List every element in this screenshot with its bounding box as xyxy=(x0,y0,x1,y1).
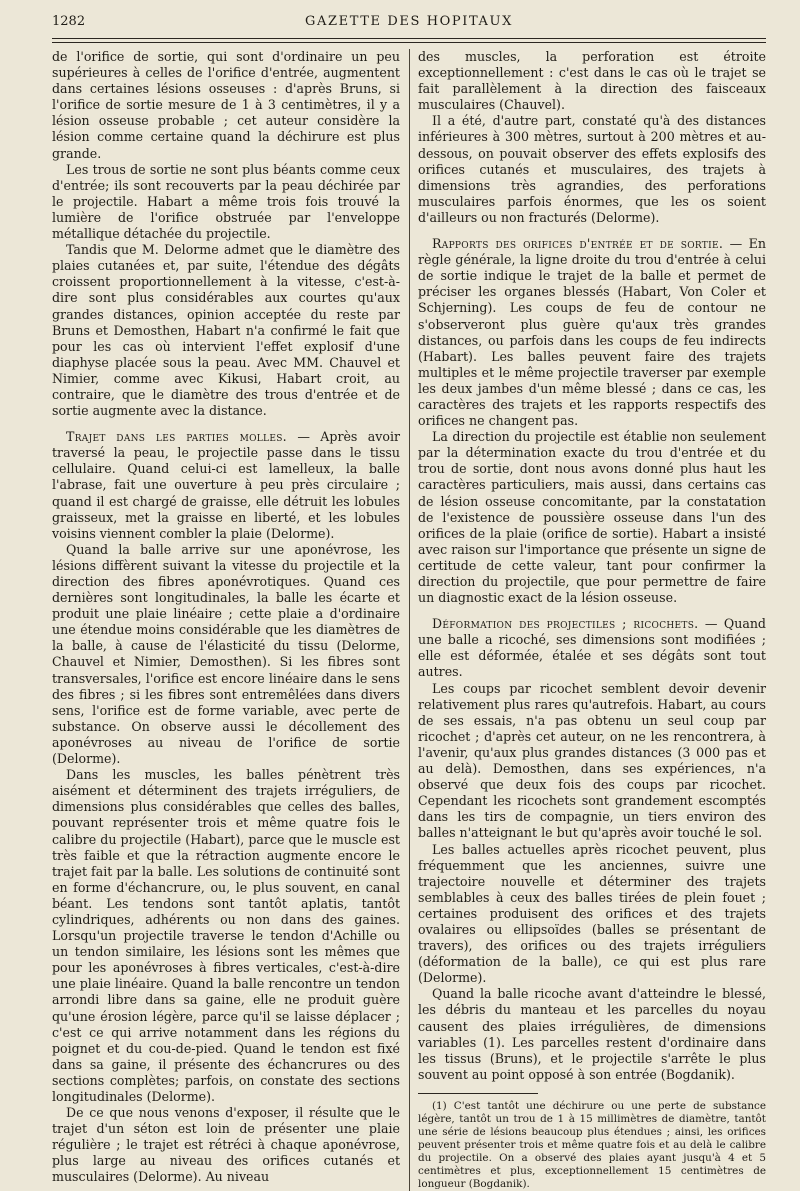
paragraph: Dans les muscles, les balles pénètrent très aisément et déterminent des trajets irréguliers, de dimensions plus considérables que celles des balles, pouvant représenter trois et même quatre fois le calibre du projectile (Habart), parce que le muscle est très faible et que la rétraction augmente encore le trajet fait par la balle. Les solutions de continuité sont en forme d'échancrure, ou, le plus souvent, en canal béant. Les tendons sont tantôt aplatis, tantôt cylindriques, adhérents ou non dans des gaines. Lorsqu'un projectile traverse le tendon d'Achille ou un tendon similaire, les lésions sont les mêmes que pour les aponévroses à fibres verticales, c'est-à-dire une plaie linéaire. Quand la balle rencontre un tendon arrondi libre dans sa gaine, elle ne produit guère qu'une érosion légère, parce qu'il se laisse déplacer ; c'est ce qui arrive notamment dans les régions du poignet et du cou-de-pied. Quand le tendon est fixé dans sa gaine, il présente des échancrures ou des sections complètes; parfois, on constate des sections longitudinales (Delorme). xyxy=(52,767,400,1104)
section-paragraph xyxy=(52,429,400,542)
section-heading: Déformation des projectiles ; ricochets. xyxy=(432,616,699,632)
running-title: GAZETTE DES HOPITAUX xyxy=(305,14,513,29)
paragraph: Quand la balle arrive sur une aponévrose, les lésions diffèrent suivant la vitesse du projectile et la direction des fibres aponévrotiques. Quand ces dernières sont longitudinales, la balle les écarte et produit une plaie linéaire ; cette plaie a d'ordinaire une étendue moins considérable que les diamètres de la balle, à cause de l'élasticité du tissu (Delorme, Chauvel et Nimier, Demosthen). Si les fibres sont transversales, l'orifice est encore linéaire dans le sens des fibres ; si les fibres sont entremêlées dans divers sens, l'orifice est de forme variable, avec perte de substance. On observe aussi le décollement des aponévroses au niveau de l'orifice de sortie (Delorme). xyxy=(52,541,400,767)
footnote-rule xyxy=(418,1093,538,1094)
left-column xyxy=(52,49,400,1191)
section-heading: Rapports des orifices d'entrée et de sortie. xyxy=(432,236,724,252)
paragraph: de l'orifice de sortie, qui sont d'ordinaire un peu supérieures à celles de l'orifice d'entrée, augmentent dans certaines lésions osseuses : d'après Bruns, si l'orifice de sortie mesure de 1 à 3 centimètres, il y a lésion osseuse probable ; cet auteur considère la lésion comme certaine quand la déchirure est plus grande. xyxy=(52,49,400,161)
paragraph: Il a été, d'autre part, constaté qu'à des distances inférieures à 300 mètres, surtout à 200 mètres et au-dessous, on pouvait observer des effets explosifs des orifices cutanés et musculaires, des trajets à dimensions très agrandies, des perforations musculaires parfois énormes, que les os soient d'ailleurs ou non fracturés (Delorme). xyxy=(418,113,766,225)
page-number: 1282 xyxy=(52,14,86,29)
header-rule-secondary xyxy=(52,42,766,43)
right-column xyxy=(418,49,766,1191)
section-heading: Trajet dans les parties molles. xyxy=(66,429,287,445)
paragraph: Tandis que M. Delorme admet que le diamètre des plaies cutanées et, par suite, l'étendue des dégâts croissent proportionnellement à la vitesse, c'est-à-dire sont plus considérables aux courtes qu'aux grandes distances, opinion acceptée du reste par Bruns et Demosthen, Habart n'a confirmé le fait que pour les cas où intervient l'effet explosif d'une diaphyse placée sous la peau. Avec MM. Chauvel et Nimier, comme avec Kikusi, Habart croit, au contraire, que le diamètre des trous d'entrée et de sortie augmente avec la distance. xyxy=(52,242,400,419)
section-text: — En règle générale, la ligne droite du trou d'entrée à celui de sortie indique le trajet de la balle et permet de préciser les organes blessés (Habart, Von Coler et Schjerning). Les coups de feu de contour ne s'observeront plus guère qu'aux très grandes distances, ou parfois dans les coups de feu indirects (Habart). Les balles peuvent faire des trajets multiples et le même projectile traverser par exemple les deux jambes d'un même blessé ; dans ce cas, les caractères des trajets et les rapports respectifs des orifices ne changent pas. xyxy=(418,236,766,429)
column-divider xyxy=(409,49,410,1191)
paragraph: Les coups par ricochet semblent devoir devenir relativement plus rares qu'autrefois. Habart, au cours de ses essais, n'a pas obtenu un seul coup par ricochet ; d'après cet auteur, on ne les rencontrera, à l'avenir, qu'aux plus grandes distances (3 000 pas et au delà). Demosthen, dans ses expériences, n'a observé que deux fois des coups par ricochet. Cependant les ricochets sont grandement escomptés dans les tirs de compagnie, un tiers environ des balles n'atteignant le but qu'après avoir touché le sol. xyxy=(418,680,766,841)
footnote: (1) C'est tantôt une déchirure ou une perte de substance légère, tantôt un trou de 1 à 15 millimètres de diamètre, tantôt une série de lésions beaucoup plus étendues ; ainsi, les orifices peuvent présenter trois et même quatre fois et au delà le calibre du projectile. On a observé des plaies ayant jusqu'à 4 et 5 centimètres et plus, exceptionnellement 15 centimètres de longueur (Bogdanik). xyxy=(418,1099,766,1190)
paragraph: des muscles, la perforation est étroite exceptionnellement : c'est dans le cas où le trajet se fait parallèlement à la direction des faisceaux musculaires (Chauvel). xyxy=(418,49,766,113)
paragraph: Quand la balle ricoche avant d'atteindre le blessé, les débris du manteau et les parcelles du noyau causent des plaies irrégulières, de dimensions variables (1). Les parcelles restent d'ordinaire dans les tissus (Bruns), et le projectile s'arrête le plus souvent au point opposé à son entrée (Bogdanik). xyxy=(418,986,766,1082)
paragraph: De ce que nous venons d'exposer, il résulte que le trajet d'un séton est loin de présenter une plaie régulière ; le trajet est rétréci à chaque aponévrose, plus large au niveau des orifices cutanés et musculaires (Delorme). Au niveau xyxy=(52,1105,400,1185)
paragraph: Les balles actuelles après ricochet peuvent, plus fréquemment que les anciennes, suivre une trajectoire nouvelle et déterminer des trajets semblables à ceux des balles tirées de plein fouet ; certaines produisent des orifices et des trajets ovalaires ou ellipsoïdes (balles se présentant de travers), des orifices ou des trajets irréguliers (déformation de la balle), ce qui est plus rare (Delorme). xyxy=(418,841,766,986)
text-columns xyxy=(52,49,766,1191)
paragraph: Les trous de sortie ne sont plus béants comme ceux d'entrée; ils sont recouverts par la peau déchirée par le projectile. Habart a même trois fois trouvé la lumière de l'orifice obstruée par l'enveloppe métallique détachée du projectile. xyxy=(52,161,400,242)
page-header xyxy=(52,14,766,36)
section-text: — Quand une balle a ricoché, ses dimensions sont modifiées ; elle est déformée, étalée et ses dégâts sont tout autres. xyxy=(418,616,766,680)
section-paragraph xyxy=(418,236,766,429)
section-paragraph xyxy=(418,616,766,680)
header-rule xyxy=(52,38,766,39)
paragraph: La direction du projectile est établie non seulement par la détermination exacte du trou d'entrée et du trou de sortie, dont nous avons donné plus haut les caractères particuliers, mais aussi, dans certains cas de lésion osseuse concomitante, par la constatation de l'existence de poussière osseuse dans l'un des orifices de la plaie (orifice de sortie). Habart a insisté avec raison sur l'importance que présente un signe de certitude de cette valeur, tant pour confirmer la direction du projectile, que pour permettre de faire un diagnostic exact de la lésion osseuse. xyxy=(418,429,766,606)
section-text: — Après avoir traversé la peau, le projectile passe dans le tissu cellulaire. Quand celui-ci est lamelleux, la balle l'abrase, fait une ouverture à peu près circulaire ; quand il est chargé de graisse, elle détruit les lobules graisseux, met la graisse en liberté, et les lobules voisins viennent combler la plaie (Delorme). xyxy=(52,429,400,541)
